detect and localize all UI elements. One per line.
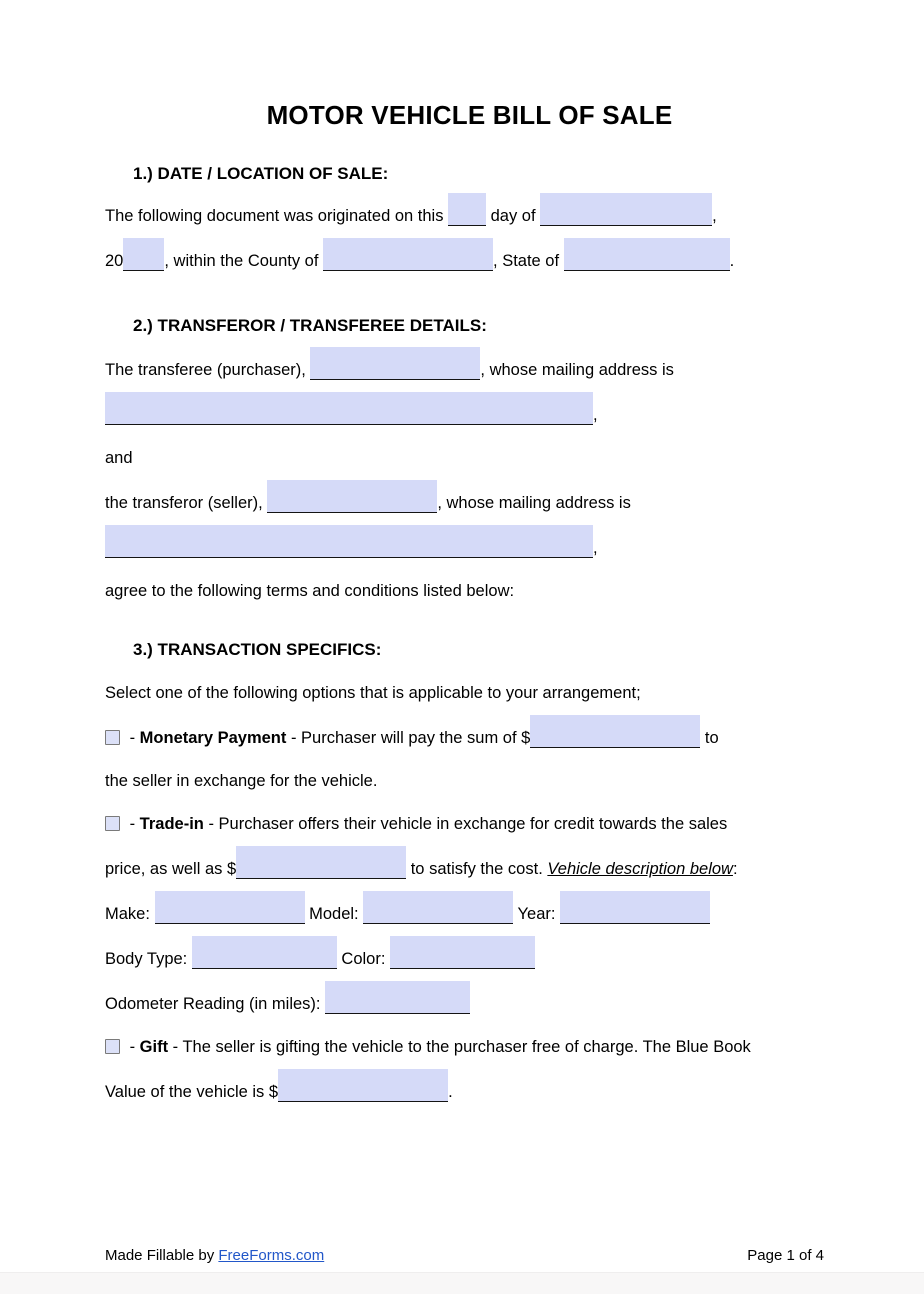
field-purchaser-address[interactable] (105, 392, 593, 425)
text-monetary-body2: the seller in exchange for the vehicle. (105, 772, 378, 790)
monetary-option-line1 (105, 715, 834, 760)
field-county[interactable] (323, 238, 493, 271)
checkbox-trade-in[interactable] (105, 816, 120, 831)
text-day-of: day of (486, 207, 541, 225)
text-tradein-price: price, as well as $ (105, 860, 237, 878)
field-day[interactable] (448, 193, 486, 226)
field-seller-address[interactable] (105, 525, 593, 558)
page-bottom-edge (0, 1272, 924, 1294)
field-year[interactable] (123, 238, 164, 271)
text-gift-dash: - (125, 1038, 140, 1056)
field-payment-amount[interactable] (530, 715, 700, 748)
text-comma3: , (593, 539, 598, 557)
text-tradein-body: - Purchaser offers their vehicle in exchange for credit towards the sales (203, 815, 728, 833)
text-tradein-dash: - (125, 815, 140, 833)
field-model[interactable] (363, 891, 513, 924)
text-and: and (105, 449, 133, 467)
field-month[interactable] (540, 193, 712, 226)
text-transferee: The transferee (purchaser), (105, 361, 311, 379)
field-state[interactable] (564, 238, 730, 271)
field-body-type[interactable] (192, 936, 337, 969)
vehicle-description-note: Vehicle description below (547, 860, 733, 878)
field-purchaser-name[interactable] (310, 347, 480, 380)
text-monetary-to: to (700, 729, 719, 747)
text-transferor: the transferor (seller), (105, 494, 268, 512)
footer-credit (105, 1247, 324, 1264)
tradein-option-line2 (105, 846, 834, 891)
date-location-line2 (105, 238, 834, 283)
model-label: Model: (304, 905, 364, 923)
text-gift-value: Value of the vehicle is $ (105, 1083, 279, 1101)
section2-heading: 2.) TRANSFEROR / TRANSFEREE DETAILS: (133, 316, 487, 335)
purchaser-address-line (105, 392, 834, 437)
section3-heading: 3.) TRANSACTION SPECIFICS: (133, 640, 382, 659)
text-state-of: , State of (493, 252, 564, 270)
tradein-option-line1 (105, 803, 834, 846)
monetary-option-line2 (105, 760, 834, 803)
text-originated: The following document was originated on this (105, 207, 449, 225)
color-label: Color: (336, 950, 391, 968)
page-number: Page 1 of 4 (747, 1247, 824, 1264)
text-tradein-satisfy: to satisfy the cost. (406, 860, 548, 878)
field-blue-book-value[interactable] (278, 1069, 448, 1102)
text-comma2: , (593, 406, 598, 424)
field-tradein-credit-amount[interactable] (236, 846, 406, 879)
odometer-label: Odometer Reading (in miles): (105, 995, 326, 1013)
gift-option-line2 (105, 1069, 834, 1114)
select-option-line (105, 672, 834, 715)
text-agree: agree to the following terms and conditions listed below: (105, 582, 515, 600)
page-footer (105, 1247, 824, 1264)
text-monetary-dash: - (125, 729, 140, 747)
text-monetary-body: - Purchaser will pay the sum of $ (286, 729, 531, 747)
section2-paragraph (105, 347, 834, 613)
odometer-line (105, 981, 834, 1026)
date-location-line1 (105, 193, 834, 238)
seller-address-line (105, 525, 834, 570)
make-label: Make: (105, 905, 155, 923)
checkbox-monetary-payment[interactable] (105, 730, 120, 745)
text-20: 20 (105, 252, 124, 270)
text-purchaser-mailing: , whose mailing address is (480, 361, 674, 379)
body-color-line (105, 936, 834, 981)
field-seller-name[interactable] (267, 480, 437, 513)
pdf-page (0, 100, 924, 1294)
make-model-year-line (105, 891, 834, 936)
text-within-county: , within the County of (164, 252, 324, 270)
field-vehicle-year[interactable] (560, 891, 710, 924)
trade-in-label: Trade-in (139, 815, 204, 833)
text-gift-body: - The seller is gifting the vehicle to the purchaser free of charge. The Blue Book (168, 1038, 751, 1056)
section1-paragraph (105, 193, 834, 283)
agree-line (105, 570, 834, 613)
field-make[interactable] (155, 891, 305, 924)
year-label: Year: (513, 905, 561, 923)
gift-option-line1 (105, 1026, 834, 1069)
text-comma1: , (712, 207, 717, 225)
field-odometer[interactable] (325, 981, 470, 1014)
text-tradein-colon: : (732, 860, 738, 878)
seller-line (105, 480, 834, 525)
monetary-payment-label: Monetary Payment (139, 729, 287, 747)
section1-heading: 1.) DATE / LOCATION OF SALE: (133, 164, 389, 183)
field-color[interactable] (390, 936, 535, 969)
text-period1: . (729, 252, 735, 270)
purchaser-line (105, 347, 834, 392)
document-body (0, 100, 924, 1114)
body-type-label: Body Type: (105, 950, 192, 968)
and-line (105, 437, 834, 480)
text-seller-mailing: , whose mailing address is (437, 494, 631, 512)
made-fillable-text: Made Fillable by (105, 1247, 219, 1264)
document-title: MOTOR VEHICLE BILL OF SALE (266, 100, 673, 130)
text-gift-period: . (448, 1083, 453, 1101)
freeforms-link[interactable]: FreeForms.com (218, 1247, 325, 1264)
text-select-intro: Select one of the following options that is applicable to your arrangement; (105, 684, 641, 702)
section3-paragraph (105, 672, 834, 1114)
checkbox-gift[interactable] (105, 1039, 120, 1054)
gift-label: Gift (139, 1038, 169, 1056)
